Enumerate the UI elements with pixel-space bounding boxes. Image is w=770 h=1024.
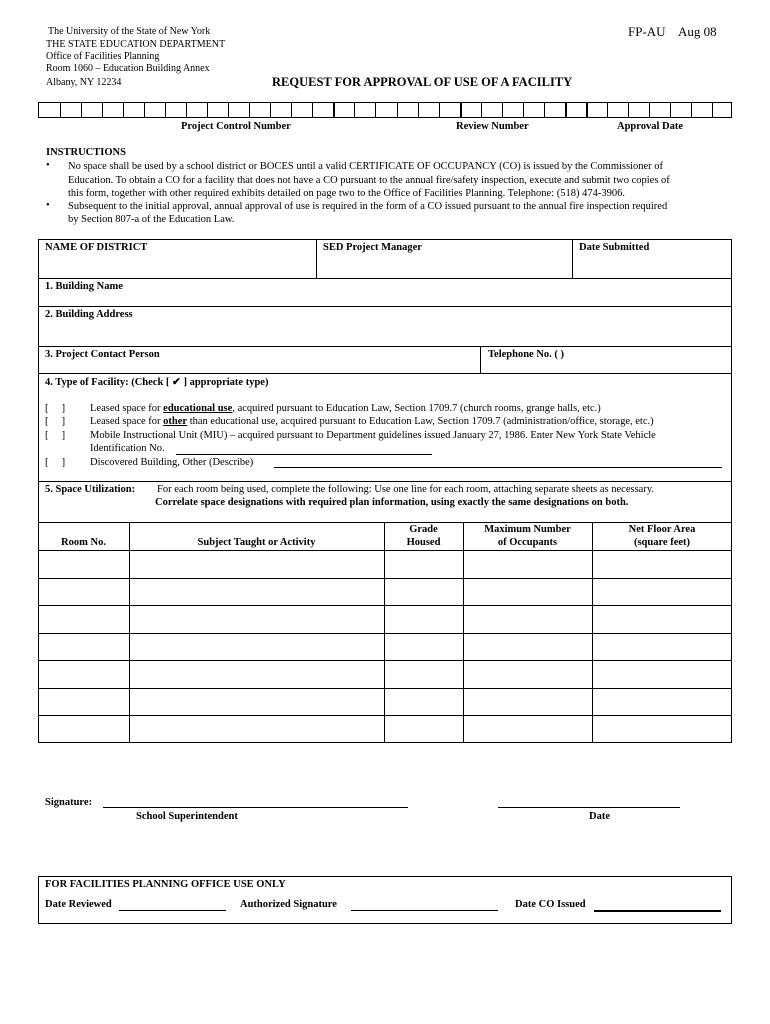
date-submitted-field[interactable]	[574, 256, 730, 276]
table-cell[interactable]	[39, 716, 128, 742]
room-address: Room 1060 – Education Building Annex	[46, 63, 210, 74]
form-code: FP-AU	[628, 24, 666, 39]
instruction-1-line2: Education. To obtain a CO for a facility that does not have a CO pursuant to the annual fire/safety inspection, execute and submit two copies of	[68, 175, 670, 186]
control-box-divider	[397, 103, 398, 117]
table-cell[interactable]	[39, 606, 128, 632]
city-address: Albany, NY 12234	[46, 77, 122, 88]
project-control-label: Project Control Number	[181, 121, 291, 132]
approval-date-label: Approval Date	[617, 121, 684, 132]
table-cell[interactable]	[385, 689, 462, 715]
control-box-divider	[607, 103, 608, 117]
table-cell[interactable]	[385, 579, 462, 605]
room-table	[38, 522, 732, 743]
describe-field[interactable]	[274, 455, 722, 468]
table-cell[interactable]	[593, 634, 731, 660]
review-number-label: Review Number	[456, 121, 529, 132]
office-use-heading: FOR FACILITIES PLANNING OFFICE USE ONLY	[45, 879, 286, 890]
space-text-2: Correlate space designations with required plan information, using exactly the same designations on both.	[155, 497, 629, 508]
superintendent-label: School Superintendent	[136, 811, 238, 822]
instruction-2-line1: Subsequent to the initial approval, annual approval of use is required in the form of a CO issued pursuant to the annual fire inspection required	[68, 201, 668, 212]
control-box-divider	[418, 103, 419, 117]
control-box-divider	[144, 103, 145, 117]
building-name-field[interactable]	[160, 281, 728, 303]
table-cell[interactable]	[39, 579, 128, 605]
option-miu-line2: Identification No.	[90, 443, 165, 454]
office-name: Office of Facilities Planning	[46, 51, 160, 62]
table-cell[interactable]	[130, 579, 383, 605]
control-box-divider	[354, 103, 355, 117]
table-cell[interactable]	[130, 661, 383, 687]
control-box-divider	[502, 103, 503, 117]
signature-label: Signature:	[45, 797, 93, 808]
bullet-icon: •	[46, 200, 50, 211]
table-cell[interactable]	[39, 689, 128, 715]
table-cell[interactable]	[39, 661, 128, 687]
table-cell[interactable]	[130, 606, 383, 632]
control-box-divider	[565, 103, 567, 117]
control-box-divider	[165, 103, 166, 117]
page-title: REQUEST FOR APPROVAL OF USE OF A FACILITY	[272, 75, 573, 89]
control-box-divider	[102, 103, 103, 117]
table-cell[interactable]	[464, 661, 591, 687]
manager-label: SED Project Manager	[323, 242, 422, 253]
table-cell[interactable]	[464, 606, 591, 632]
table-cell[interactable]	[130, 716, 383, 742]
control-box-divider	[123, 103, 124, 117]
control-box-divider	[481, 103, 482, 117]
table-cell[interactable]	[385, 634, 462, 660]
table-header-cell: Grade Housed	[406, 524, 441, 548]
building-name-label: 1. Building Name	[45, 281, 123, 292]
control-box-divider	[628, 103, 629, 117]
control-box-divider	[312, 103, 313, 117]
facility-type-label: 4. Type of Facility: (Check [ ✔ ] appropriate type)	[45, 377, 269, 388]
table-cell[interactable]	[464, 634, 591, 660]
checkbox-educational[interactable]: [ ]	[45, 403, 66, 414]
control-box-divider	[649, 103, 650, 117]
control-box-divider	[333, 103, 335, 117]
manager-field[interactable]	[318, 256, 570, 276]
date-reviewed-field[interactable]	[119, 898, 226, 911]
option-miu-line1: Mobile Instructional Unit (MIU) – acquired pursuant to Department guidelines issued January 27, 1986. Enter New York State Vehicle	[90, 430, 656, 441]
control-box-divider	[207, 103, 208, 117]
instruction-1-line1: No space shall be used by a school district or BOCES until a valid CERTIFICATE OF OCCUPANCY (CO) is issued by the Commissioner of	[68, 161, 664, 172]
control-box-divider	[81, 103, 82, 117]
table-cell[interactable]	[593, 606, 731, 632]
table-header-cell: Net Floor Area (square feet)	[628, 524, 696, 548]
table-cell[interactable]	[39, 634, 128, 660]
space-label: 5. Space Utilization:	[45, 484, 136, 495]
table-cell[interactable]	[464, 579, 591, 605]
district-label: NAME OF DISTRICT	[45, 242, 148, 253]
date-co-issued-field[interactable]	[594, 898, 721, 912]
signature-date-label: Date	[589, 811, 610, 822]
table-cell[interactable]	[385, 716, 462, 742]
checkbox-discovered[interactable]: [ ]	[45, 457, 66, 468]
table-cell[interactable]	[385, 551, 462, 577]
table-cell[interactable]	[593, 661, 731, 687]
table-cell[interactable]	[593, 716, 731, 742]
control-box-divider	[523, 103, 524, 117]
control-box-divider	[60, 103, 61, 117]
date-submitted-label: Date Submitted	[579, 242, 650, 253]
table-cell[interactable]	[593, 551, 731, 577]
table-header-cell: Room No.	[61, 537, 106, 548]
building-address-field[interactable]	[40, 322, 728, 344]
instructions-heading: INSTRUCTIONS	[46, 147, 126, 158]
telephone-label: Telephone No. ( )	[488, 349, 565, 360]
telephone-field[interactable]	[590, 349, 728, 369]
control-box-divider	[670, 103, 671, 117]
authorized-signature-label: Authorized Signature	[240, 899, 337, 910]
form-date: Aug 08	[678, 24, 717, 39]
authorized-signature-field[interactable]	[351, 898, 498, 911]
table-cell[interactable]	[39, 551, 128, 577]
option-other-use: Leased space for other than educational use, acquired pursuant to Education Law, Section 1709.7 (administration/office, storage, etc.)	[90, 416, 654, 427]
control-box-divider	[544, 103, 545, 117]
table-cell[interactable]	[385, 606, 462, 632]
control-box-divider	[249, 103, 250, 117]
table-cell[interactable]	[130, 634, 383, 660]
table-cell[interactable]	[464, 716, 591, 742]
table-cell[interactable]	[593, 689, 731, 715]
contact-label: 3. Project Contact Person	[45, 349, 160, 360]
date-reviewed-label: Date Reviewed	[45, 899, 112, 910]
table-cell[interactable]	[464, 551, 591, 577]
vehicle-id-field[interactable]	[176, 441, 432, 455]
control-box-divider	[691, 103, 692, 117]
table-header-cell: Maximum Number of Occupants	[484, 524, 571, 548]
instruction-1-line3: this form, together with other required exhibits detailed on page two to the Office of Facilities Planning. Telephone: (518) 474-3906.	[68, 188, 625, 199]
control-box-divider	[375, 103, 376, 117]
table-cell[interactable]	[130, 689, 383, 715]
space-text-1: For each room being used, complete the following: Use one line for each room, attaching separate sheets as necessary.	[157, 484, 655, 495]
table-header-cell: Subject Taught or Activity	[197, 537, 316, 548]
bullet-icon: •	[46, 160, 50, 171]
option-educational: Leased space for educational use, acquired pursuant to Education Law, Section 1709.7 (church rooms, grange halls, etc.)	[90, 403, 601, 414]
table-cell[interactable]	[130, 551, 383, 577]
control-box-divider	[186, 103, 187, 117]
option-discovered: Discovered Building, Other (Describe)	[90, 457, 254, 468]
table-cell[interactable]	[593, 579, 731, 605]
control-box-divider	[712, 103, 713, 117]
control-box-divider	[460, 103, 462, 117]
instruction-2-line2: by Section 807-a of the Education Law.	[68, 214, 235, 225]
control-box-divider	[291, 103, 292, 117]
control-box-divider	[439, 103, 440, 117]
checkbox-miu[interactable]: [ ]	[45, 430, 66, 441]
control-box-divider	[270, 103, 271, 117]
signature-field[interactable]	[103, 793, 408, 808]
table-cell[interactable]	[464, 689, 591, 715]
control-box-divider	[586, 103, 588, 117]
date-co-issued-label: Date CO Issued	[515, 899, 586, 910]
control-number-boxes[interactable]	[38, 102, 732, 118]
org-name: The University of the State of New York	[48, 26, 211, 37]
contact-field[interactable]	[180, 349, 476, 369]
checkbox-other-use[interactable]: [ ]	[45, 416, 66, 427]
department-name: THE STATE EDUCATION DEPARTMENT	[46, 39, 226, 50]
building-address-label: 2. Building Address	[45, 309, 133, 320]
signature-date-field[interactable]	[498, 793, 680, 808]
table-cell[interactable]	[385, 661, 462, 687]
control-box-divider	[228, 103, 229, 117]
district-field[interactable]	[40, 256, 314, 276]
